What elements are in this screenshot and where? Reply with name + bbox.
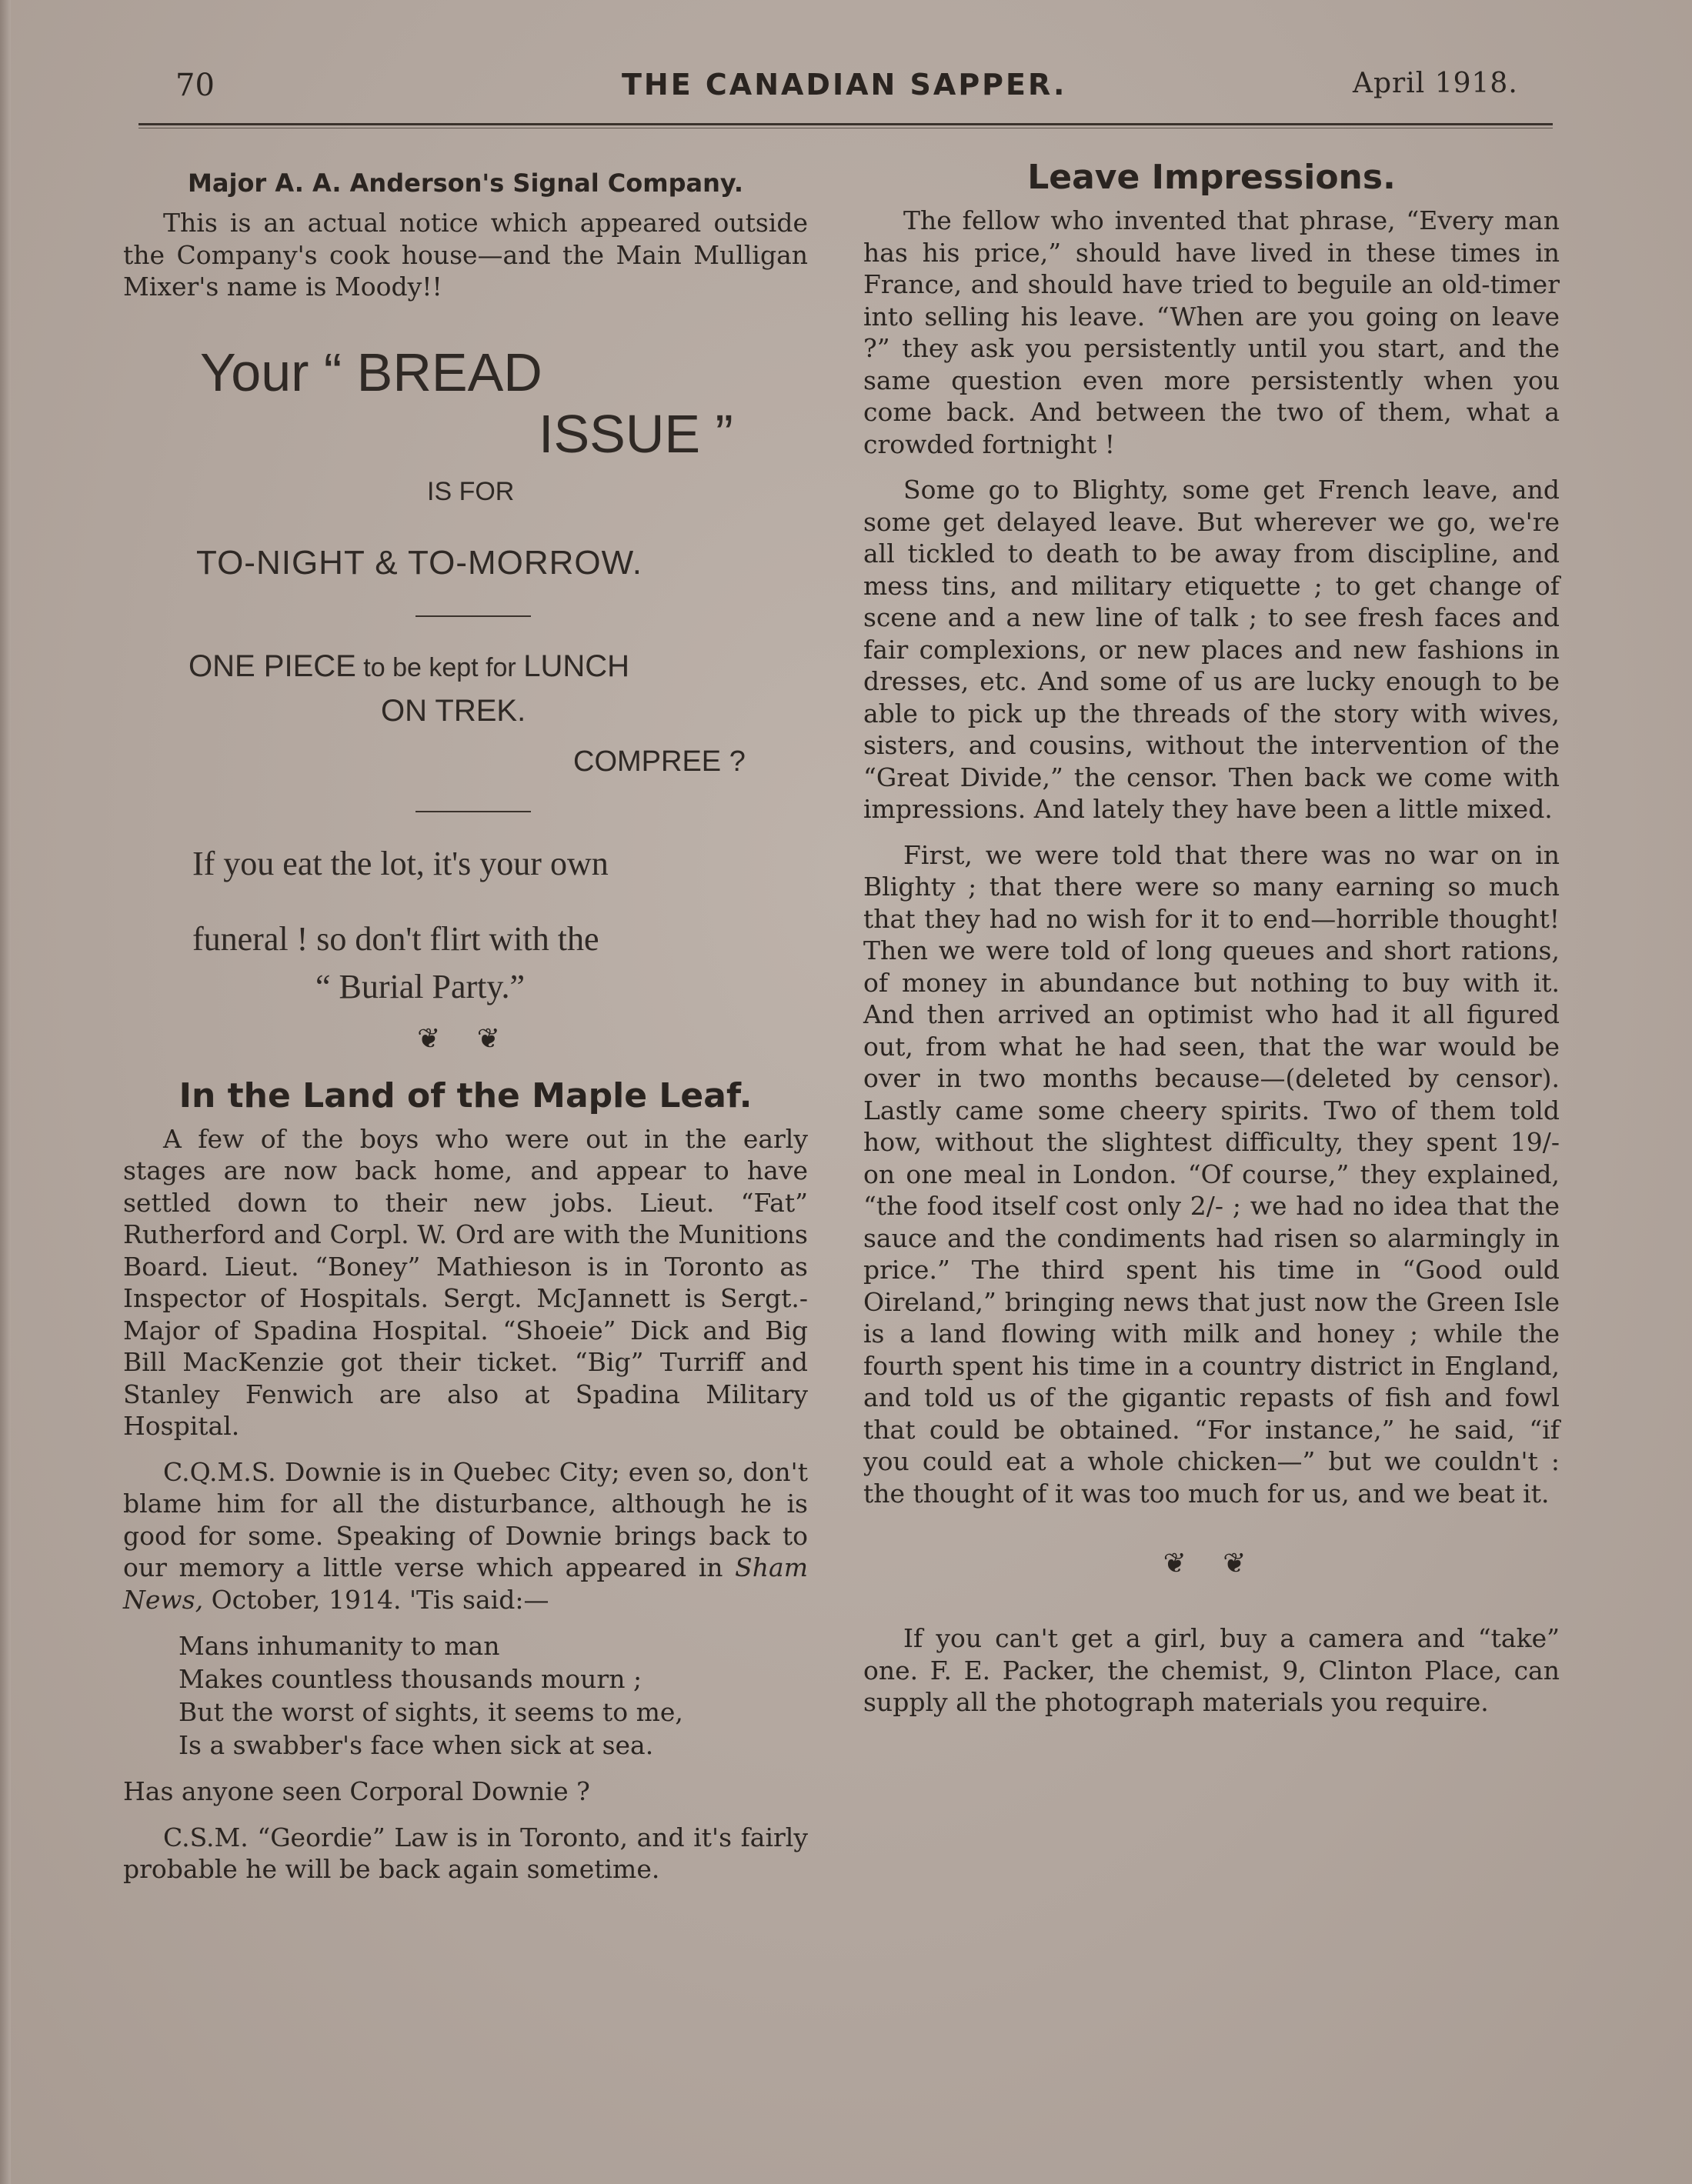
maple-leaf-paragraph-2 — [123, 1456, 808, 1616]
magazine-title: THE CANADIAN SAPPER. — [622, 68, 1067, 102]
notice-line-1: Your “ BREAD — [200, 342, 542, 402]
verse — [179, 1629, 808, 1762]
right-column — [863, 158, 1560, 1732]
article-intro: This is an actual notice which appeared outside the Company's cook house—and the Main Mulligan Mixer's name is Moody!! — [123, 208, 808, 302]
notice-line-7: COMPREE ? — [573, 745, 746, 778]
page-number: 70 — [175, 68, 215, 103]
verse-line: Makes countless thousands mourn ; — [179, 1664, 642, 1694]
leave-paragraph-3: First, we were told that there was no war on in Blighty ; that there were so many earning so much that they had no wish for it to end—horrible thought! Then we were told of long queues and short rations, of money in abundance but nothing to buy with it. And then arrived an optimist who had it all figured out, from what he had seen, that the war would be over in two months because—(deleted by censor). Lastly came some cheery spirits. Two of them told how, without the slightest difficulty, they spent 19/- on one meal in London. “Of course,” they explained, “the food itself cost only 2/- ; we had no idea that the sauce and the condiments had risen so alarmingly in price.” The third spent his time in “Good ould Oireland,” bringing news that just now the Green Isle is a land flowing with milk and honey ; while the fourth spent his time in a country district in England, and told us of the gigantic repasts of fish and fowl that could be obtained. “For instance,” he said, “if you could eat a whole chicken—” but we couldn't : the thought of it was too much for us, and we beat it. — [863, 839, 1560, 1509]
verse-line: But the worst of sights, it seems to me, — [179, 1697, 683, 1727]
paragraph-2-end: October, 1914. 'Tis said:— — [203, 1584, 549, 1615]
ornament-divider-right: ❦ ❦ — [1163, 1548, 1260, 1579]
notice-line-9: “ Burial Party.” — [315, 967, 526, 1005]
left-column — [123, 158, 808, 1899]
notice-line-2: ISSUE ” — [539, 403, 733, 464]
header-rule — [138, 123, 1553, 125]
leave-paragraph-1: The fellow who invented that phrase, “Every man has his price,” should have lived in these times in France, and should have tried to beguile an old-timer into selling his leave. “When are you going on leave ?” they ask you persistently until you start, and the same question even more persistently when you come back. And between the two of them, what a crowded fortnight ! — [863, 205, 1560, 459]
page-spine — [0, 0, 11, 2184]
notice-line-4: TO-NIGHT & TO-MORROW. — [196, 543, 642, 582]
verse-line: Mans inhumanity to man — [179, 1631, 500, 1661]
notice-divider — [415, 615, 531, 617]
notice-divider-2 — [415, 811, 531, 812]
notice-line-6: ON TREK. — [381, 693, 526, 728]
paragraph-2-start: C.Q.M.S. Downie is in Quebec City; even so, don't blame him for all the disturbance, although he is good for some. Speaking of Downie brings back to our memory a little verse which appeared in — [123, 1456, 808, 1582]
leave-paragraph-2: Some go to Blighty, some get French leave, and some get delayed leave. But wherever we go, we're all tickled to death to be away from discipline, and mess tins, and military etiquette ; to get change of scene and a new line of talk ; to see fresh faces and fair complexions, or new places and new fashions in dresses, etc. And some of us are lucky enough to be able to pick up the threads of the story with wives, sisters, and cousins, without the intervention of the “Great Divide,” the censor. Then back we come with impressions. And lately they have been a little mixed. — [863, 475, 1560, 824]
notice-line-3: IS FOR — [427, 476, 515, 506]
article-heading-leave-impressions: Leave Impressions. — [1027, 158, 1396, 197]
sham-news-title: Sham News, — [123, 1552, 808, 1615]
maple-leaf-paragraph-4: C.S.M. “Geordie” Law is in Toronto, and it's fairly probable he will be back again sometime. — [123, 1822, 808, 1884]
article-heading-maple-leaf: In the Land of the Maple Leaf. — [179, 1075, 753, 1115]
verse-line: Is a swabber's face when sick at sea. — [179, 1730, 654, 1760]
issue-date: April 1918. — [1353, 68, 1518, 99]
ornament-divider-left: ❦ ❦ — [417, 1022, 514, 1055]
notice-line-8: If you eat the lot, it's your own — [192, 844, 609, 882]
bread-notice — [123, 342, 808, 1011]
article-heading-signal-company: Major A. A. Anderson's Signal Company. — [188, 168, 743, 198]
notice-line-8b: funeral ! so don't flirt with the — [192, 919, 599, 958]
maple-leaf-paragraph-3: Has anyone seen Corporal Downie ? — [123, 1776, 590, 1806]
notice-line-5c: LUNCH — [523, 649, 629, 683]
camera-advert: If you can't get a girl, buy a camera and “take” one. F. E. Packer, the chemist, 9, Clinton Place, can supply all the photograph materials you require. — [863, 1623, 1560, 1717]
notice-line-5a: ONE PIECE — [189, 649, 356, 683]
notice-line-5 — [189, 646, 808, 688]
notice-line-5b: to be kept for — [355, 652, 524, 682]
maple-leaf-paragraph-1: A few of the boys who were out in the early stages are now back home, and appear to have settled down to their new jobs. Lieut. “Fat” Rutherford and Corpl. W. Ord are with the Munitions Board. Lieut. “Boney” Mathieson is in Toronto as Inspector of Hospitals. Sergt. McJannett is Sergt.-Major of Spadina Hospital. “Shoeie” Dick and Big Bill MacKenzie got their ticket. “Big” Turriff and Stanley Fenwich are also at Spadina Military Hospital. — [123, 1123, 808, 1441]
